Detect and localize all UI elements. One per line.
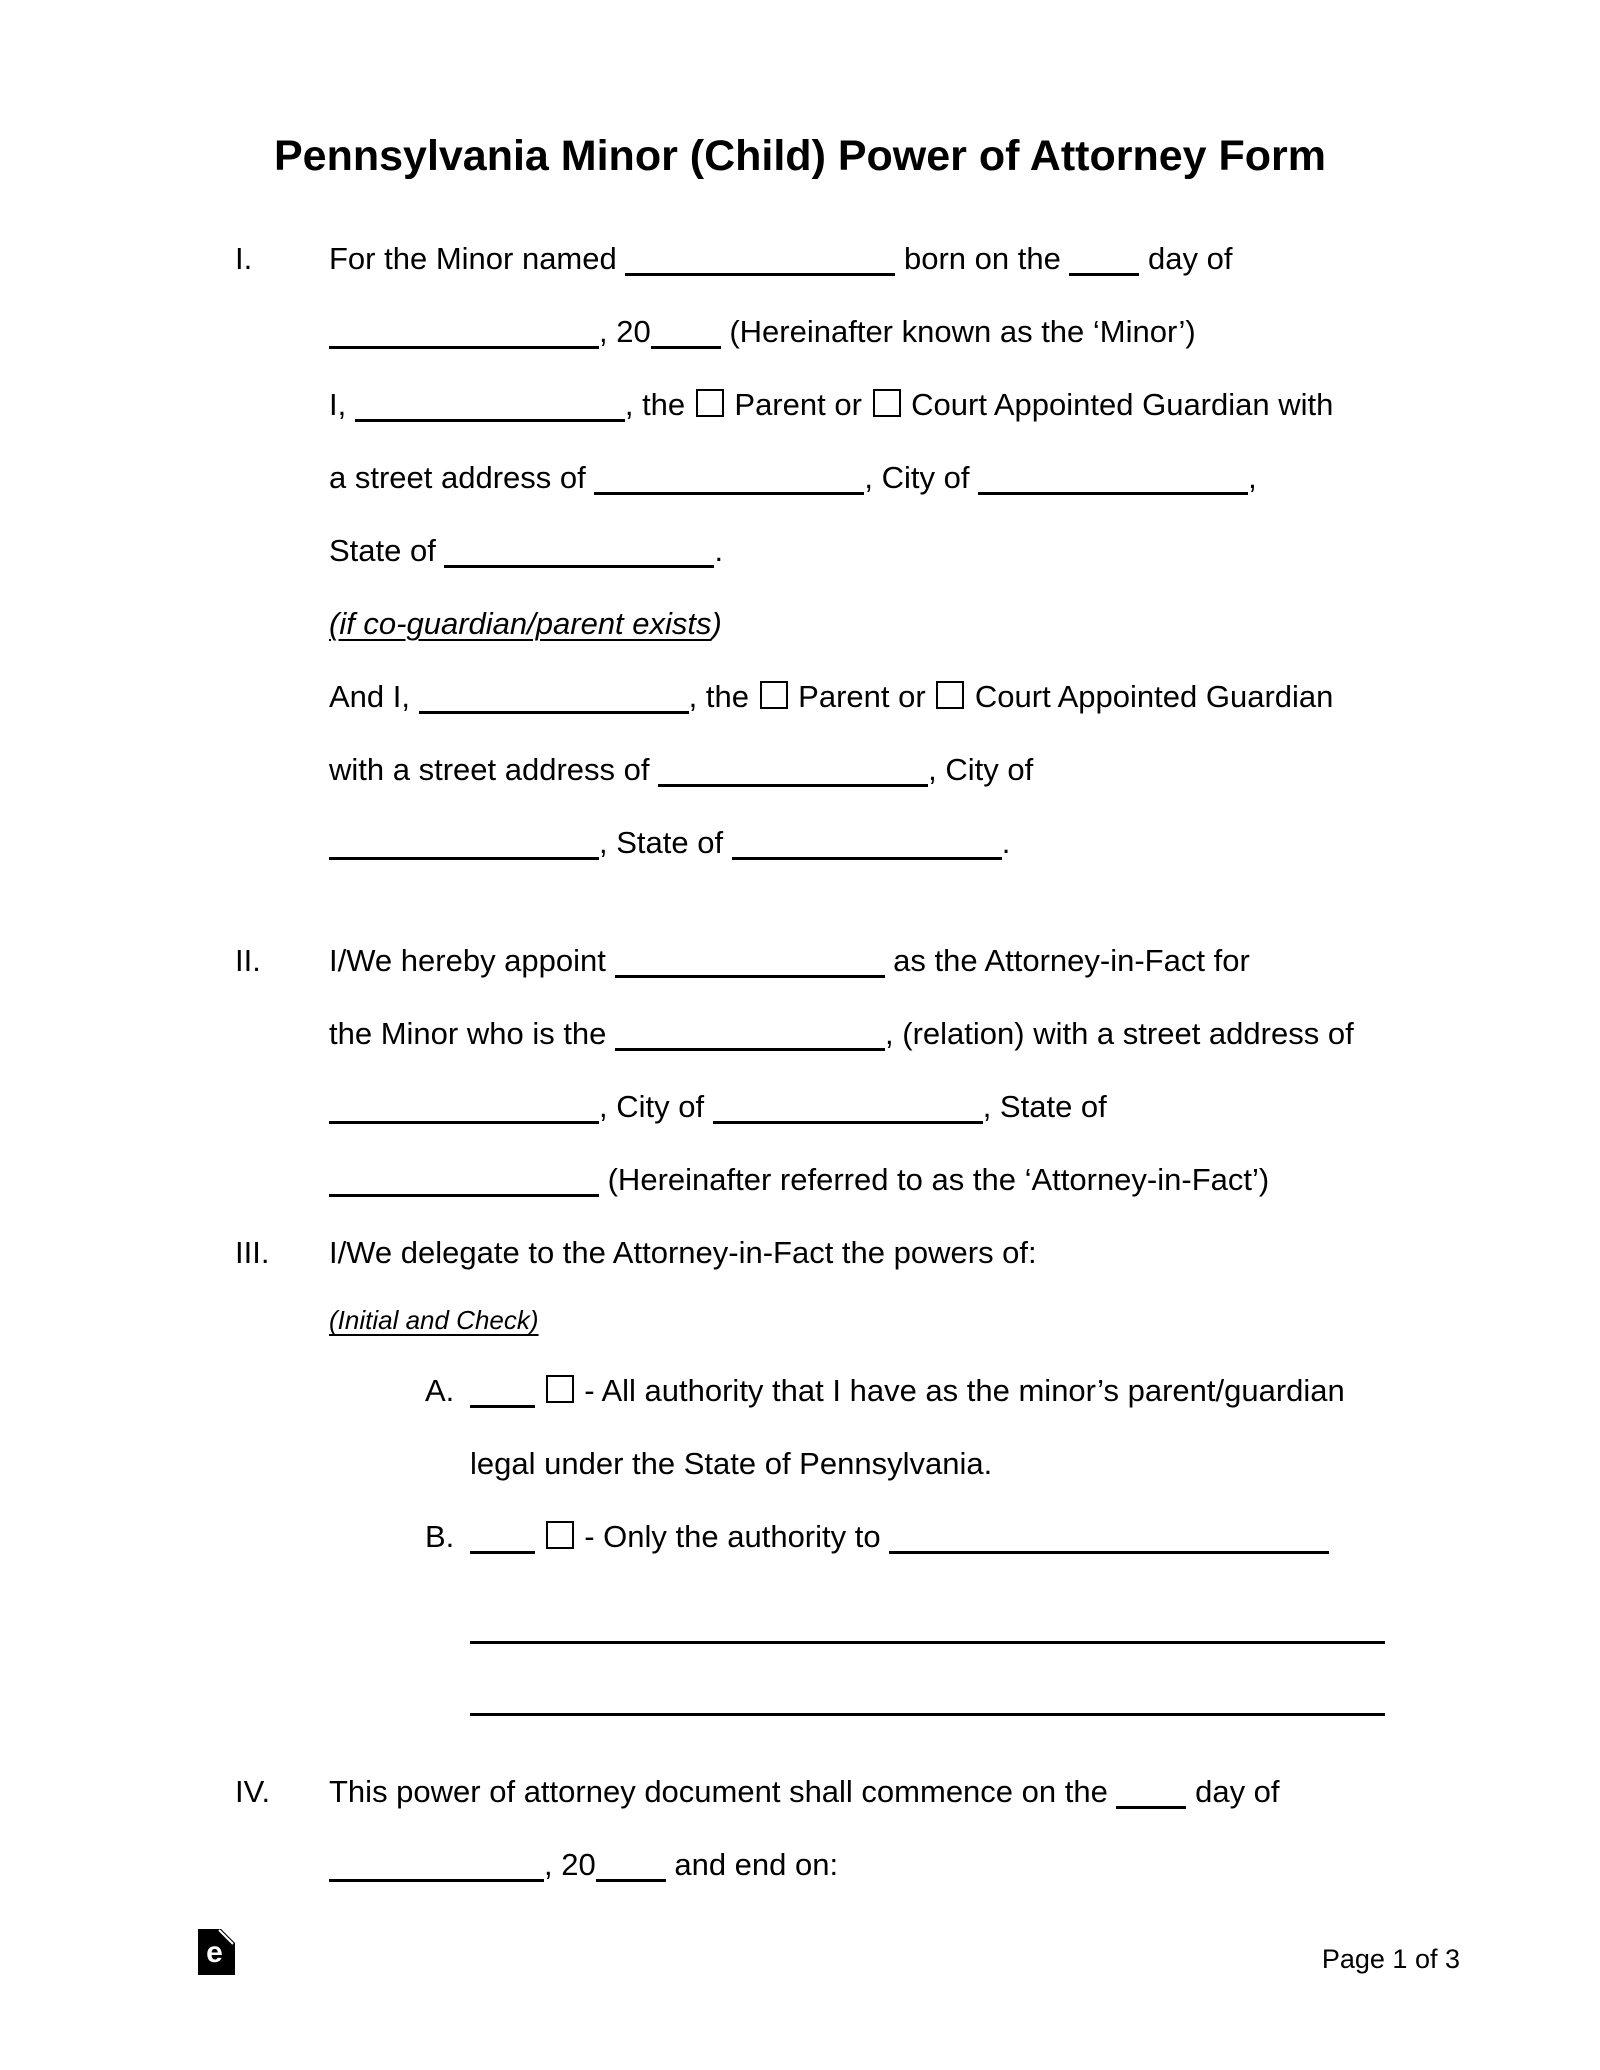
form-line — [329, 1299, 539, 1340]
text-segment: (if co-guardian/parent exists — [329, 606, 712, 641]
form-line — [329, 1845, 838, 1885]
blank-field[interactable] — [470, 1521, 535, 1554]
blank-field[interactable] — [615, 945, 885, 978]
text-segment: , State of — [599, 825, 732, 860]
blank-field[interactable] — [470, 1683, 1385, 1716]
checkbox[interactable] — [546, 1375, 574, 1403]
form-line — [235, 941, 1250, 981]
text-segment: , City of — [599, 1089, 713, 1124]
text-segment: Parent or — [725, 387, 871, 422]
form-line — [425, 1371, 1345, 1411]
text-segment: - All authority that I have as the minor’s parent/guardian — [575, 1373, 1345, 1408]
blank-field[interactable] — [713, 1091, 983, 1124]
form-line — [329, 677, 1333, 717]
blank-field[interactable] — [594, 462, 864, 495]
form-line — [329, 823, 1010, 863]
form-line — [329, 385, 1333, 425]
eforms-logo — [198, 1929, 235, 1975]
text-segment: a street address of — [329, 460, 595, 495]
text-segment: . — [714, 533, 724, 568]
form-line — [329, 750, 1033, 790]
logo-letter: e — [206, 1936, 223, 1969]
text-segment: day of — [1139, 241, 1233, 276]
form-line — [470, 1444, 992, 1484]
blank-field[interactable] — [470, 1611, 1385, 1644]
blank-field[interactable] — [329, 1849, 544, 1882]
text-segment: , the — [624, 387, 694, 422]
blank-field[interactable] — [651, 316, 721, 349]
blank-field[interactable] — [329, 1164, 599, 1197]
text-segment: (Hereinafter referred to as the ‘Attorney-in-Fact’) — [599, 1162, 1270, 1197]
blank-field[interactable] — [444, 535, 714, 568]
text-segment: , (relation) with a street address of — [885, 1016, 1354, 1051]
text-segment: , City of — [928, 752, 1034, 787]
text-segment: , 20 — [599, 314, 651, 349]
checkbox[interactable] — [696, 389, 724, 417]
form-line — [329, 531, 723, 571]
blank-field[interactable] — [732, 827, 1002, 860]
text-segment: I/We delegate to the Attorney-in-Fact the powers of: — [329, 1235, 1037, 1270]
text-segment: And I, — [329, 679, 419, 714]
form-line — [235, 239, 1233, 279]
blank-field[interactable] — [625, 243, 895, 276]
checkbox[interactable] — [873, 389, 901, 417]
text-segment: Court Appointed Guardian with — [902, 387, 1334, 422]
blank-field[interactable] — [355, 389, 625, 422]
text-segment: , — [1248, 460, 1257, 495]
text-segment: as the Attorney-in-Fact for — [884, 943, 1250, 978]
section-numeral: II. — [235, 943, 261, 978]
text-segment: (Initial and Check) — [329, 1305, 539, 1335]
page-number: Page 1 of 3 — [1321, 1944, 1460, 1974]
blank-field[interactable] — [329, 1091, 599, 1124]
item-label: A. — [425, 1373, 455, 1408]
text-segment: , City of — [864, 460, 979, 495]
blank-field[interactable] — [1116, 1776, 1186, 1809]
blank-field[interactable] — [1069, 243, 1139, 276]
text-segment: Court Appointed Guardian — [966, 679, 1334, 714]
form-line — [235, 1233, 1037, 1273]
section-numeral: I. — [235, 241, 253, 276]
form-line — [470, 1679, 1385, 1719]
text-segment: and end on: — [665, 1847, 839, 1882]
blank-field[interactable] — [470, 1375, 535, 1408]
blank-field[interactable] — [658, 754, 928, 787]
text-segment: Parent or — [789, 679, 935, 714]
form-line — [329, 1160, 1269, 1200]
form-line — [235, 1772, 1280, 1812]
text-segment: born on the — [895, 241, 1070, 276]
text-segment: ) — [711, 606, 722, 641]
eforms-logo-graphic — [198, 1929, 235, 1975]
text-segment — [535, 1519, 544, 1554]
form-line — [329, 312, 1196, 352]
blank-field[interactable] — [419, 681, 689, 714]
text-segment: , 20 — [544, 1847, 596, 1882]
text-segment: For the Minor named — [329, 241, 626, 276]
form-line — [329, 1014, 1354, 1054]
section-numeral: IV. — [235, 1774, 271, 1809]
blank-field[interactable] — [615, 1018, 885, 1051]
text-segment: , the — [688, 679, 758, 714]
text-segment: legal under the State of Pennsylvania. — [470, 1446, 993, 1481]
text-segment: with a street address of — [329, 752, 659, 787]
form-line — [329, 604, 722, 644]
section-numeral: III. — [235, 1235, 270, 1270]
text-segment — [535, 1373, 544, 1408]
blank-field[interactable] — [889, 1521, 1329, 1554]
text-segment: I, — [329, 387, 355, 422]
text-segment: day of — [1186, 1774, 1280, 1809]
text-segment: I/We hereby appoint — [329, 943, 615, 978]
checkbox[interactable] — [760, 681, 788, 709]
text-segment: - Only the authority to — [575, 1519, 890, 1554]
text-segment: . — [1001, 825, 1011, 860]
blank-field[interactable] — [596, 1849, 666, 1882]
text-segment: State of — [329, 533, 445, 568]
text-segment: , State of — [982, 1089, 1107, 1124]
text-segment: the Minor who is the — [329, 1016, 616, 1051]
blank-field[interactable] — [329, 316, 599, 349]
blank-field[interactable] — [978, 462, 1248, 495]
text-segment: (Hereinafter known as the ‘Minor’) — [720, 314, 1196, 349]
form-line — [470, 1607, 1385, 1647]
form-line — [329, 458, 1257, 498]
blank-field[interactable] — [329, 827, 599, 860]
text-segment: This power of attorney document shall commence on the — [329, 1774, 1117, 1809]
form-line — [329, 1087, 1107, 1127]
checkbox[interactable] — [936, 681, 964, 709]
checkbox[interactable] — [546, 1521, 574, 1549]
document-title: Pennsylvania Minor (Child) Power of Attorney Form — [273, 132, 1326, 180]
item-label: B. — [425, 1519, 455, 1554]
form-line — [425, 1517, 1329, 1557]
